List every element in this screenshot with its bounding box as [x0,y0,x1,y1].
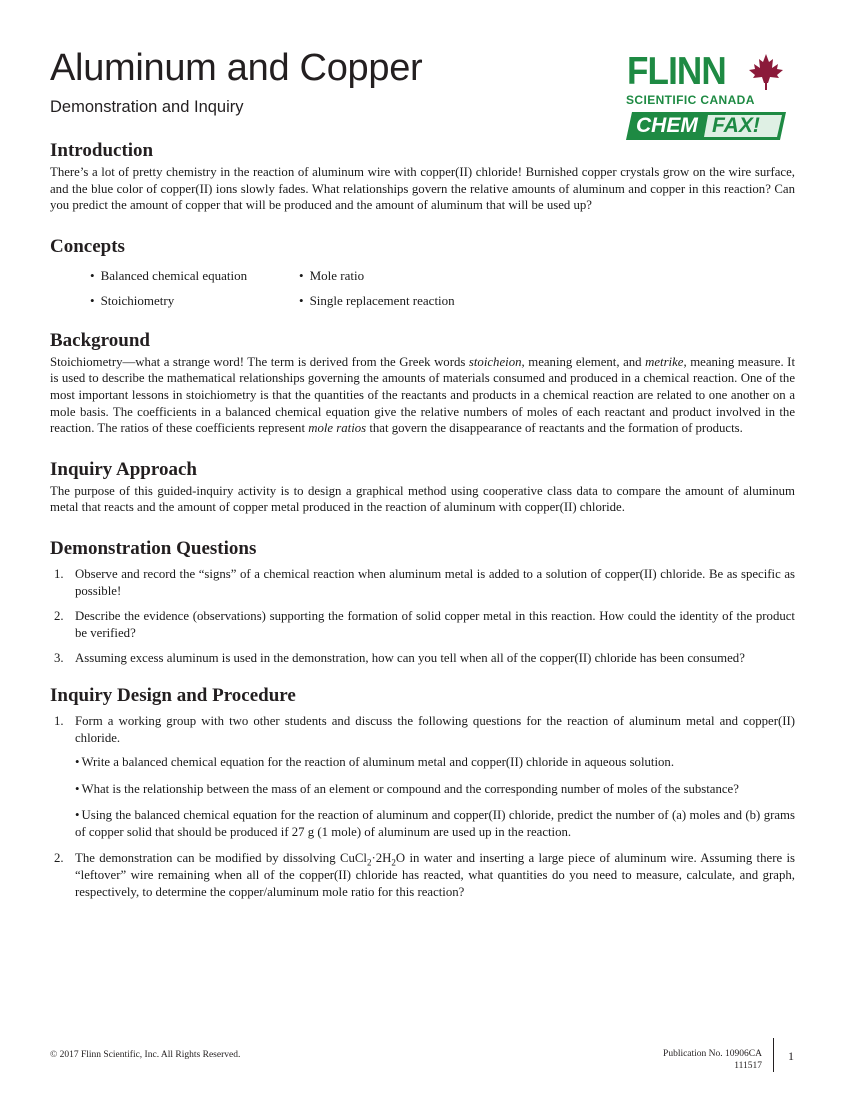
concepts-list [50,266,795,314]
list-item: 3. Assuming excess aluminum is used in the demonstration, how can you tell when all of the copper(II) chloride has been consumed? [54,651,745,666]
inquiry-text: The purpose of this guided-inquiry activity is to design a graphical method using cooperative class data to compare the amount of aluminum metal that reacts and the amount of copper metal produced in the reaction of aluminum with copper(II) chloride. [50,483,795,515]
chemfax-badge [626,111,786,141]
logo-brand: FLINN [627,50,726,93]
introduction-section [50,138,795,214]
introduction-heading: Introduction [50,140,154,161]
concept-item: • Mole ratio [299,268,364,284]
procedure-heading: Inquiry Design and Procedure [50,684,296,706]
concept-item: • Balanced chemical equation [90,268,247,284]
footer-copyright: © 2017 Flinn Scientific, Inc. All Rights Reserved. [50,1050,241,1060]
footer-divider [773,1038,774,1072]
bullet-item: • Using the balanced chemical equation for the reaction of aluminum and copper(II) chloride, predict the number of (a) moles and (b) grams of copper solid that should be produced if 27 g (1 mole) of aluminum are used up in the reaction. [75,807,795,840]
concept-item: • Stoichiometry [90,293,174,309]
background-heading: Background [50,329,150,351]
background-text: Stoichiometry—what a strange word! The term is derived from the Greek words stoicheion, meaning element, and metrike, meaning measure. It is used to describe the mathematical relationships governing the amounts of materials consumed and produced in a chemical reaction. One of the most important lessons in stoichiometry is that the quantities of the reactants and products in a chemical reaction are related to one another on a mole basis. The coefficients in a balanced chemical equation give the relative numbers of moles of each reactant and product involved in the reaction. The ratios of these coefficients represent mole ratios that govern the disappearance of reactants and the formation of products. [50,354,795,436]
concepts-section [50,234,795,314]
logo-chem-text: CHEM [636,114,698,137]
demo-questions-heading: Demonstration Questions [50,537,257,559]
demo-questions-list [50,566,795,667]
logo-tagline: SCIENTIFIC CANADA [626,93,755,107]
publication-code: 111517 [734,1061,762,1071]
list-item: 1. Observe and record the “signs” of a chemical reaction when aluminum metal is added to a solution of copper(II) chloride. Be as specific as possible! [54,566,795,598]
inquiry-heading: Inquiry Approach [50,458,197,480]
bullet-item: • What is the relationship between the mass of an element or compound and the corresponding number of moles of the substance? [75,781,795,798]
procedure-list [50,713,795,900]
footer-publication [612,1048,762,1072]
maple-leaf-icon [746,52,786,92]
page-number: 1 [788,1049,794,1063]
concept-item: • Single replacement reaction [299,293,455,309]
inquiry-section [50,457,795,516]
procedure-section [50,683,795,900]
list-item: 2. Describe the evidence (observations) supporting the formation of solid copper metal in this reaction. How could the identity of the product be verified? [54,609,795,640]
background-section [50,328,795,437]
logo-fax-text: FAX! [712,114,760,137]
flinn-logo [622,50,792,150]
bullet-item: • Write a balanced chemical equation for the reaction of aluminum metal and copper(II) chloride in aqueous solution. [75,754,795,771]
introduction-text: There’s a lot of pretty chemistry in the reaction of aluminum wire with copper(II) chloride! Burnished copper crystals grow on the wire surface, and the blue color of copper(II) ions slowly fades. What relationships govern the relative amounts of aluminum and copper in this reaction? Can you predict the amount of copper that will be produced and the amount of aluminum that will be used up? [50,165,795,213]
page-subtitle: Demonstration and Inquiry [50,98,244,116]
list-item: 2. The demonstration can be modified by dissolving $CuCl_2\cdot 2H_2O$ in water and inserting a large piece of aluminum wire. Assuming there is “leftover” wire remaining when all of the copper(II) chloride has reacted, what quantities do you need to measure, calculate, and graph, respectively, to determine the copper/aluminum mole ratio for this reaction? [54,851,796,899]
publication-number: Publication No. 10906CA [663,1049,762,1059]
concepts-heading: Concepts [50,235,125,257]
main-content [50,138,795,920]
demo-questions-section [50,536,795,667]
procedure-bullets [75,754,795,840]
list-item: 1. Form a working group with two other students and discuss the following questions for the reaction of aluminum metal and copper(II) chloride. • Write a balanced chemical equation for the reaction of aluminum metal and copper(II) chloride in aqueous solution. • What is the relationship between the mass of an element or compound and the corresponding number of moles of the substance? • Using the balanced chemical equation for the reaction of aluminum and copper(II) chloride, predict the number of (a) moles and (b) grams of copper solid that should be produced if 27 g (1 mole) of aluminum are used up in the reaction. [50,713,795,841]
page-title: Aluminum and Copper [50,47,423,89]
